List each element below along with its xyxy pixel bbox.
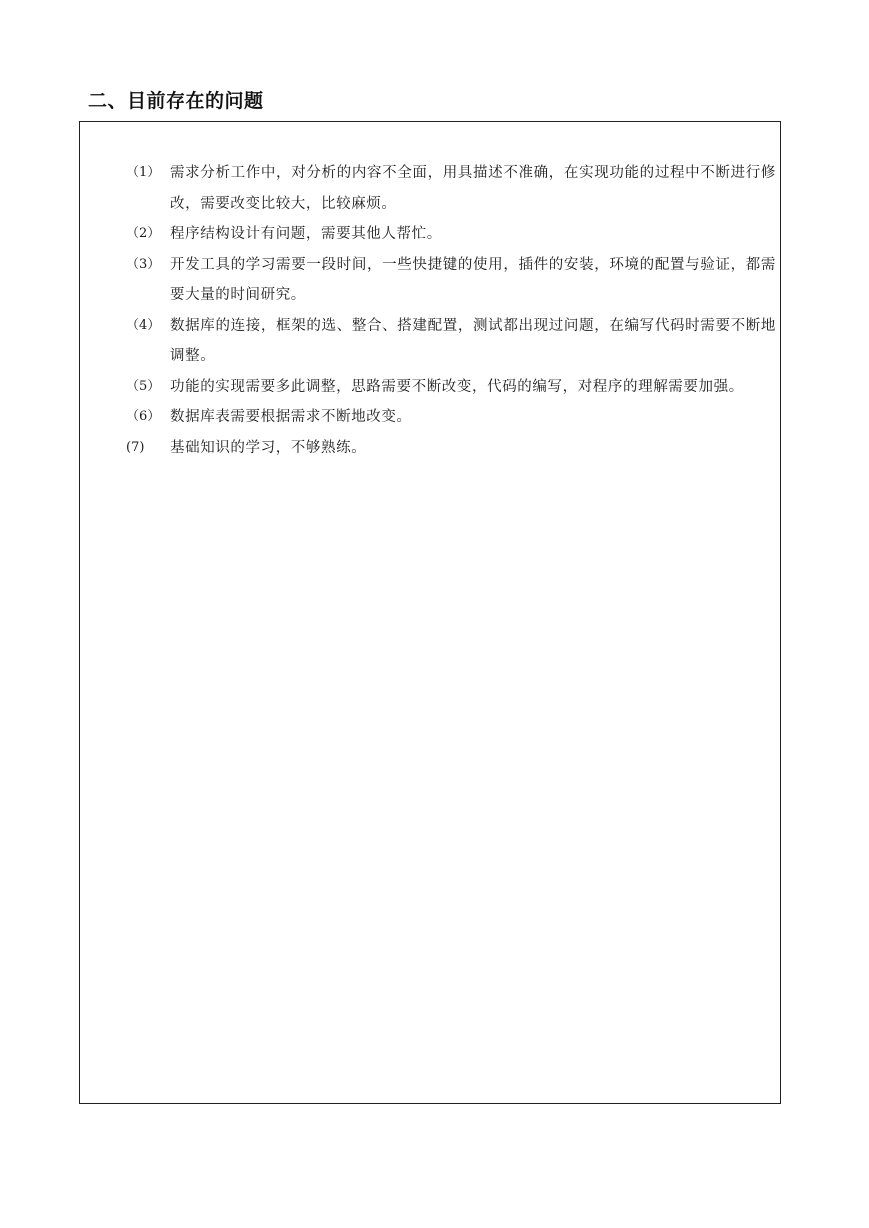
- issues-box: [79, 121, 781, 1104]
- issue-number: （2）: [126, 226, 161, 241]
- issue-number: （1）: [126, 165, 161, 180]
- issue-text: 需求分析工作中，对分析的内容不全面，用具描述不准确，在实现功能的过程中不断进行修改，需要改变比较大，比较麻烦。: [170, 165, 776, 212]
- issue-list: [126, 158, 776, 463]
- issue-item-7: [126, 433, 776, 464]
- issue-item-3: [126, 250, 776, 311]
- issue-item-1: [126, 158, 776, 219]
- issue-text: 程序结构设计有问题，需要其他人帮忙。: [170, 226, 442, 242]
- issue-item-2: [126, 219, 776, 250]
- issue-item-5: [126, 372, 776, 403]
- issue-text: 开发工具的学习需要一段时间，一些快捷键的使用，插件的安装，环境的配置与验证，都需要大量的时间研究。: [170, 256, 776, 303]
- issue-item-4: [126, 311, 776, 372]
- issue-item-6: [126, 402, 776, 433]
- issue-number: (7): [126, 439, 145, 455]
- issue-text: 基础知识的学习，不够熟练。: [170, 439, 367, 456]
- issue-number: （5）: [126, 378, 161, 394]
- issue-text: 功能的实现需要多此调整，思路需要不断改变，代码的编写，对程序的理解需要加强。: [170, 378, 744, 395]
- issue-text: 数据库表需要根据需求不断地改变。: [170, 409, 412, 425]
- issue-number: （3）: [126, 256, 161, 272]
- issue-text: 数据库的连接，框架的选、整合、搭建配置，测试都出现过问题，在编写代码时需要不断地调整。: [170, 317, 776, 364]
- issue-number: （6）: [126, 409, 161, 424]
- section-title: 二、目前存在的问题: [88, 90, 264, 112]
- issue-number: （4）: [126, 317, 161, 333]
